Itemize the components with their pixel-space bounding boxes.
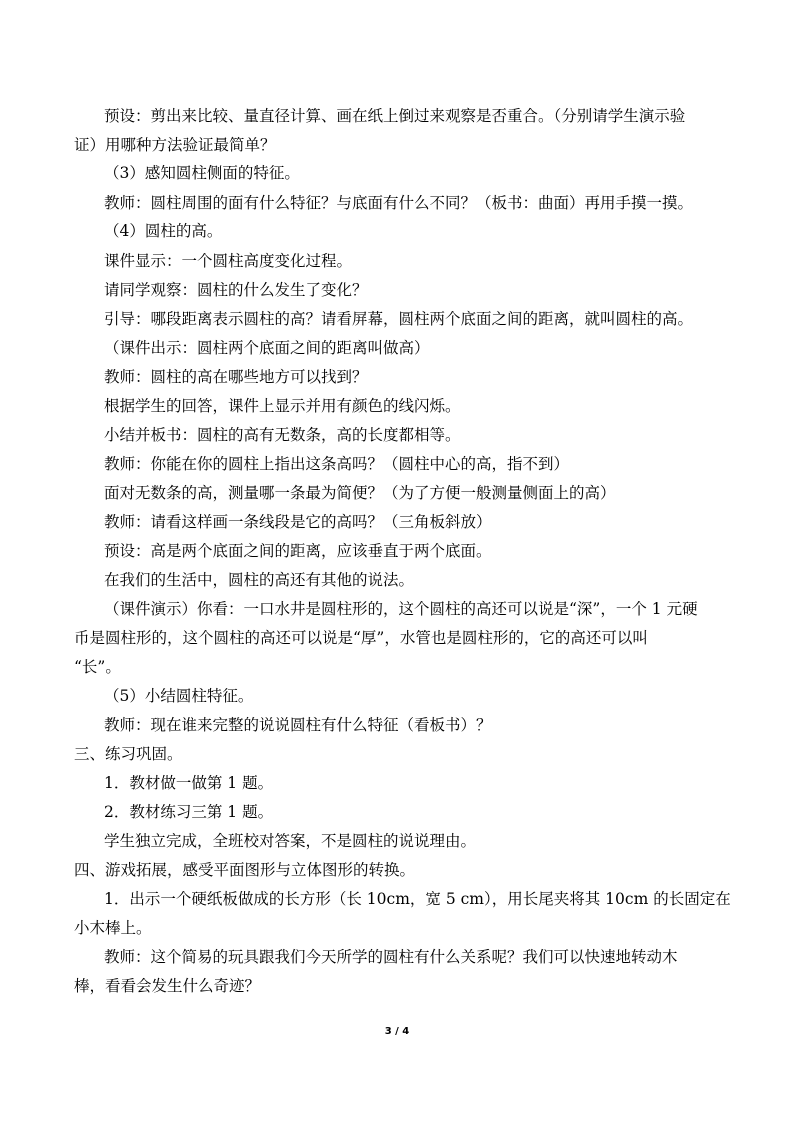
- text-line: 教师：你能在你的圆柱上指出这条高吗？（圆柱中心的高，指不到）: [104, 455, 570, 473]
- page-number: 3 / 4: [384, 1026, 410, 1037]
- text-line: 证）用哪种方法验证最简单？: [74, 136, 276, 154]
- text-line: （课件演示）你看：一口水井是圆柱形的，这个圆柱的高还可以说是“深”，一个 1 元硬: [104, 600, 698, 618]
- text-line: 预设：高是两个底面之间的距离，应该垂直于两个底面。: [104, 542, 492, 560]
- text-line: （课件出示：圆柱两个底面之间的距离叫做高）: [104, 339, 430, 357]
- text-line: 根据学生的回答，课件上显示并用有颜色的线闪烁。: [104, 397, 461, 415]
- text-line: 1．出示一个硬纸板做成的长方形（长 10cm，宽 5 cm），用长尾夹将其 10cm 的长固定在: [104, 890, 731, 908]
- text-line: 面对无数条的高，测量哪一条最为简便？（为了方便一般测量侧面上的高）: [104, 484, 616, 502]
- text-line: 预设：剪出来比较、量直径计算、画在纸上倒过来观察是否重合。（分别请学生演示验: [104, 107, 686, 125]
- text-line: （5）小结圆柱特征。: [104, 687, 254, 705]
- text-line: 棒，看看会发生什么奇迹？: [74, 977, 261, 995]
- text-line: 2．教材练习三第 1 题。: [104, 803, 274, 821]
- text-line: 小结并板书：圆柱的高有无数条，高的长度都相等。: [104, 426, 461, 444]
- text-line: 教师：请看这样画一条线段是它的高吗？（三角板斜放）: [104, 513, 492, 531]
- section-heading: 三、练习巩固。: [74, 745, 183, 763]
- text-line: 课件显示：一个圆柱高度变化过程。: [104, 252, 353, 270]
- text-line: 请同学观察：圆柱的什么发生了变化？: [104, 281, 368, 299]
- text-line: （3）感知圆柱侧面的特征。: [104, 164, 300, 182]
- text-line: 学生独立完成，全班校对答案，不是圆柱的说说理由。: [104, 832, 477, 850]
- text-line: 1．教材做一做第 1 题。: [104, 774, 274, 792]
- section-heading: 四、游戏拓展，感受平面图形与立体图形的转换。: [74, 861, 416, 879]
- text-line: （4）圆柱的高。: [104, 222, 223, 240]
- text-line: 教师：这个简易的玩具跟我们今天所学的圆柱有什么关系呢？我们可以快速地转动木: [104, 948, 678, 966]
- text-line: “长”。: [74, 658, 121, 676]
- text-line: 教师：现在谁来完整的说说圆柱有什么特征（看板书）？: [104, 716, 492, 734]
- text-line: 引导：哪段距离表示圆柱的高？请看屏幕，圆柱两个底面之间的距离，就叫圆柱的高。: [104, 310, 694, 328]
- text-line: 在我们的生活中，圆柱的高还有其他的说法。: [104, 571, 415, 589]
- text-line: 币是圆柱形的，这个圆柱的高还可以说是“厚”，水管也是圆柱形的，它的高还可以叫: [74, 629, 648, 647]
- text-line: 小木棒上。: [74, 919, 152, 937]
- text-line: 教师：圆柱周围的面有什么特征？与底面有什么不同？（板书：曲面）再用手摸一摸。: [104, 194, 694, 212]
- text-line: 教师：圆柱的高在哪些地方可以找到？: [104, 368, 368, 386]
